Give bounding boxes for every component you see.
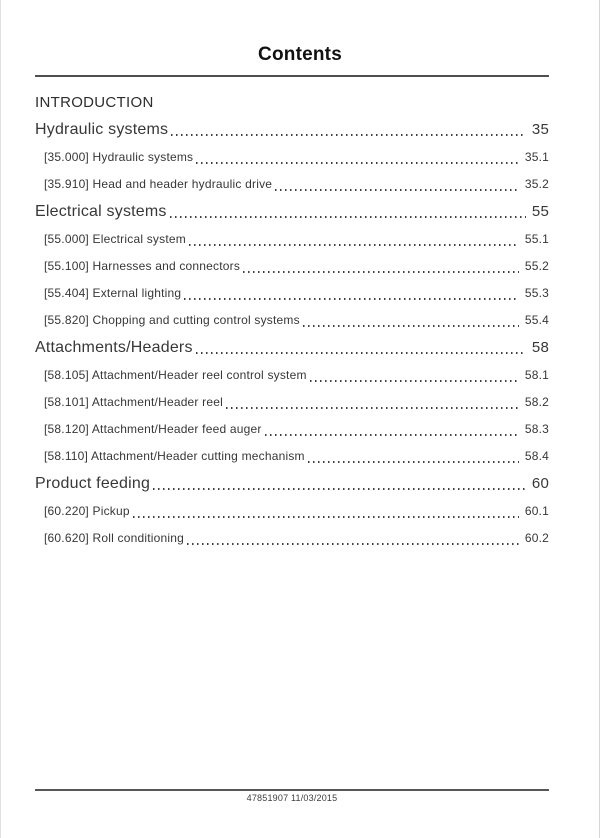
toc-entry-row <box>35 175 549 194</box>
dot-leader <box>265 434 519 436</box>
toc-section-label: Attachments/Headers <box>35 339 193 356</box>
toc-section-label: Product feeding <box>35 475 151 492</box>
toc-entry-label: [55.820] Chopping and cutting control systems <box>44 313 300 327</box>
dot-leader <box>153 488 526 490</box>
toc-entry-row <box>35 420 549 439</box>
toc-entry-page: 60.2 <box>524 531 549 545</box>
toc-section-label: Hydraulic systems <box>35 121 169 138</box>
toc-entry-page: 55.3 <box>524 286 549 300</box>
toc-entry-page: 58.1 <box>524 368 549 382</box>
toc-entry-page: 55.4 <box>524 313 549 327</box>
toc-entry-row <box>35 284 549 303</box>
intro-heading: INTRODUCTION <box>35 94 154 111</box>
dot-leader <box>133 516 519 518</box>
toc-entry-page: 60.1 <box>524 504 549 518</box>
dot-leader <box>308 461 519 463</box>
toc-section-row <box>35 202 549 222</box>
page-footer <box>35 789 549 804</box>
toc-section-page: 58 <box>531 339 549 356</box>
footer-publication-info: 47851907 11/03/2015 <box>246 793 338 803</box>
toc-entry-row <box>35 148 549 167</box>
dot-leader <box>226 407 519 409</box>
toc-entry-label: [58.120] Attachment/Header feed auger <box>44 422 262 436</box>
toc-section-page: 60 <box>531 475 549 492</box>
toc-entry-label: [58.101] Attachment/Header reel <box>44 395 223 409</box>
dot-leader <box>275 189 519 191</box>
toc-entry-label: [58.105] Attachment/Header reel control system <box>44 368 307 382</box>
toc-section-label: Electrical systems <box>35 203 167 220</box>
toc-section-page: 55 <box>531 203 549 220</box>
dot-leader <box>310 380 519 382</box>
toc-entry-label: [60.220] Pickup <box>44 504 130 518</box>
toc-entry-page: 58.2 <box>524 395 549 409</box>
toc-entry-label: [55.000] Electrical system <box>44 232 186 246</box>
toc-entry-row <box>35 311 549 330</box>
dot-leader <box>189 244 519 246</box>
toc-entry-page: 55.1 <box>524 232 549 246</box>
dot-leader <box>196 162 519 164</box>
toc-entry-label: [35.000] Hydraulic systems <box>44 150 194 164</box>
toc-entry-page: 58.4 <box>524 449 549 463</box>
title-divider <box>35 75 549 77</box>
toc-entry-row <box>35 447 549 466</box>
dot-leader <box>187 543 519 545</box>
toc-entry-row <box>35 529 549 548</box>
toc-entry-page: 35.2 <box>524 177 549 191</box>
toc-entry-label: [55.404] External lighting <box>44 286 182 300</box>
toc-entry-row <box>35 230 549 249</box>
toc-entry-row <box>35 502 549 521</box>
toc-section-page: 35 <box>531 121 549 138</box>
toc-entry-label: [58.110] Attachment/Header cutting mechanism <box>44 449 305 463</box>
dot-leader <box>171 134 526 136</box>
dot-leader <box>196 352 526 354</box>
dot-leader <box>170 216 526 218</box>
toc-entry-row <box>35 393 549 412</box>
page-title: Contents <box>258 44 342 65</box>
toc-entry-row <box>35 257 549 276</box>
toc-section-row <box>35 120 549 140</box>
dot-leader <box>184 298 519 300</box>
toc-section-row <box>35 338 549 358</box>
toc-entry-page: 55.2 <box>524 259 549 273</box>
footer-divider <box>35 789 549 791</box>
toc-section-row <box>35 474 549 494</box>
toc-entry-page: 35.1 <box>524 150 549 164</box>
dot-leader <box>243 271 519 273</box>
toc-entry-page: 58.3 <box>524 422 549 436</box>
dot-leader <box>303 325 519 327</box>
toc <box>35 94 549 548</box>
toc-entry-label: [55.100] Harnesses and connectors <box>44 259 241 273</box>
toc-entry-row <box>35 366 549 385</box>
toc-entry-label: [60.620] Roll conditioning <box>44 531 184 545</box>
toc-entry-label: [35.910] Head and header hydraulic drive <box>44 177 273 191</box>
